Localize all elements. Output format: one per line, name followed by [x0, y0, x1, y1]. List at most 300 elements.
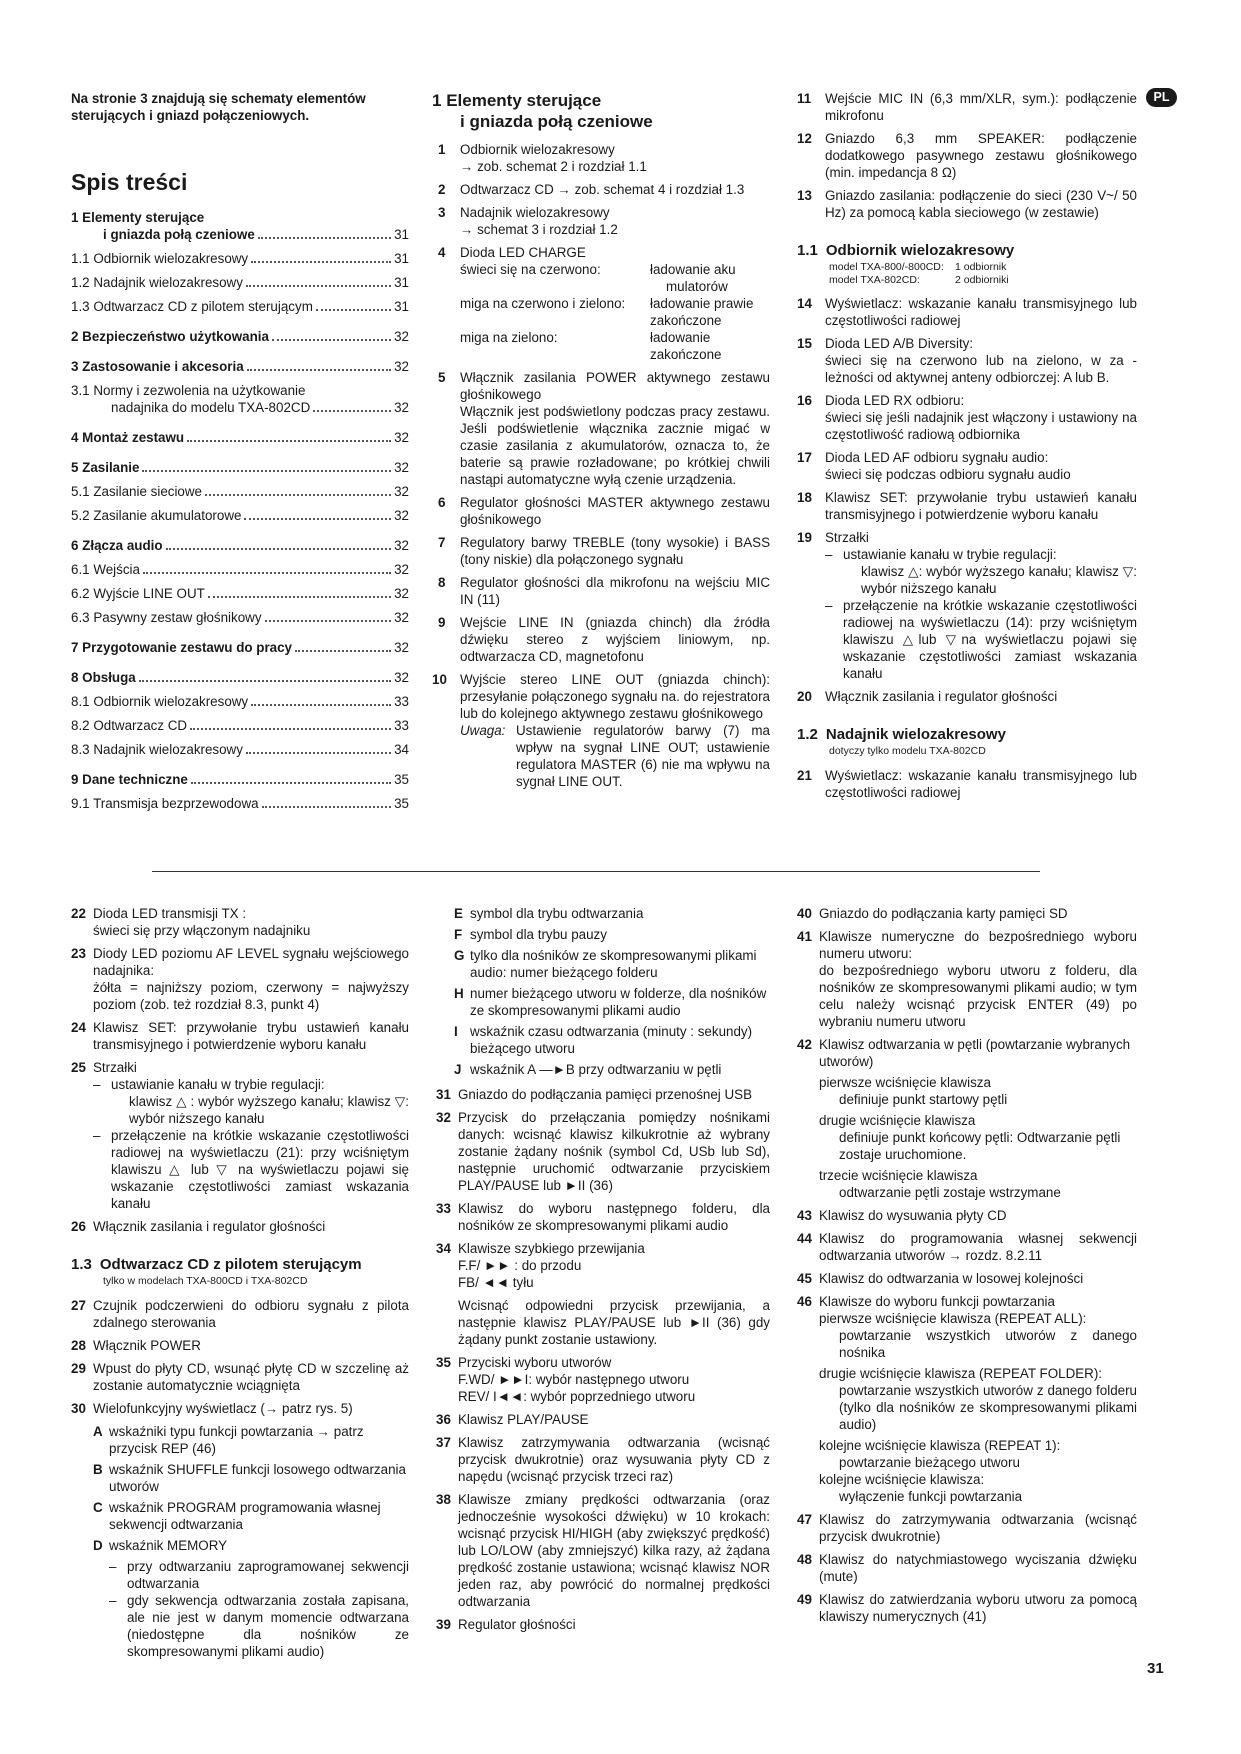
toc-entry[interactable]: [71, 741, 409, 758]
item-text: zakończone: [650, 347, 722, 362]
note-label: Uwaga:: [460, 723, 506, 738]
display-indicator-i: wskaźnik czasu odtwarzania (minuty : sekundy) bieżącego utworu: [470, 1024, 753, 1056]
toc-entry[interactable]: [71, 328, 409, 345]
display-indicator-j: wskaźnik A —►B przy odtwarzaniu w pętli: [470, 1062, 722, 1077]
item-text: Dioda LED AF odbioru sygnału audio:: [825, 450, 1049, 465]
toc-page-number: 33: [394, 694, 409, 709]
item-number: 32: [436, 1110, 451, 1125]
list-item: [71, 1297, 409, 1331]
item-number: 17: [797, 450, 812, 465]
toc-leader-dots: [316, 309, 391, 311]
item-text: REV/ I◄◄: wybór poprzedniego utworu: [458, 1389, 696, 1404]
list-item: [797, 1230, 1137, 1264]
display-indicator-c: wskaźnik PROGRAM programowania własnej sekwencji odtwarzania: [109, 1500, 381, 1532]
heading-number: 1: [432, 91, 442, 110]
list-item: 25 Strzałki – ustawianie kanału w trybie regulacji: klawisz △ : wybór wyższego kanału; klawisz ▽: wybór niższego kanału – przełączenie na krótkie wskazanie częstotliwości radiowej na wyświetlaczu (21): przy wciśniętym klawiszu △ lub ▽ na wyświetlaczu pojawi się wskazanie częstotliwości zamiast wskazania kanału: [71, 1060, 409, 1211]
toc-entry-title: 5 Zasilanie: [71, 460, 140, 475]
toc-leader-dots: [139, 680, 391, 682]
item-text: Klawisze numeryczne do bezpośredniego wyboru numeru utworu:: [819, 929, 1137, 961]
item-text: Odtwarzacz CD → zob. schemat 4 i rozdział 1.3: [460, 182, 745, 197]
display-indicator-d: wskaźnik MEMORY: [109, 1538, 228, 1553]
toc-entry-title: 6.1 Wejścia: [71, 562, 140, 577]
toc-page-number: 31: [394, 227, 409, 242]
heading-number: 1.1: [797, 242, 818, 259]
item-text: Wpust do płyty CD, wsunąć płytę CD w szczelinę aż zostanie automatycznie wciągnięta: [93, 1361, 409, 1393]
list-item: [432, 574, 770, 608]
list-item: [432, 204, 770, 238]
item-text: przełączenie na krótkie wskazanie częstotliwości radiowej na wyświetlaczu (14): przy wciśniętym klawiszu △lub ▽na wyświetlaczu pojawi się wskazanie częstotliwości zamiast wskazania kanału: [843, 598, 1137, 681]
language-badge: PL: [1146, 88, 1177, 107]
item-text: przy odtwarzaniu zaprogramowanej sekwencji odtwarzania: [127, 1559, 409, 1591]
list-item: [797, 295, 1137, 329]
item-number: 9: [438, 615, 446, 630]
item-text: Nadajnik wielozakresowy: [460, 205, 610, 220]
list-item: [71, 1218, 409, 1235]
list-item: [797, 1551, 1137, 1585]
item-text: miga na zielono:: [460, 330, 558, 345]
model-value: 1 odbiornik: [955, 261, 1007, 273]
item-text: Włącznik POWER: [93, 1338, 201, 1353]
toc-title: Spis treści: [71, 169, 188, 195]
item-text: ładowanie: [650, 330, 711, 345]
toc-leader-dots: [258, 237, 391, 239]
item-text: Klawisz odtwarzania w pętli (powtarzanie wybranych utworów): [819, 1037, 1131, 1069]
toc-entry[interactable]: [71, 669, 409, 686]
toc-leader-dots: [190, 728, 391, 730]
toc-page-number: 31: [394, 251, 409, 266]
item-text: Dioda LED transmisji TX :: [93, 906, 247, 921]
item-text: powtarzanie bieżącego utworu: [839, 1455, 1020, 1470]
item-text: Czujnik podczerwieni do odbioru sygnału z pilota zdalnego sterowania: [93, 1298, 409, 1330]
toc-entry-title: 3 Zastosowanie i akcesoria: [71, 359, 244, 374]
toc-entry[interactable]: [71, 429, 409, 446]
toc-entry-title: 5.1 Zasilanie sieciowe: [71, 484, 202, 499]
item-text: zakończone: [650, 313, 722, 328]
heading-title: Odbiornik wielozakresowy: [825, 242, 1015, 259]
display-indicator-h: numer bieżącego utworu w folderze, dla nośników ze skompresowanymi plikami audio: [470, 986, 767, 1018]
item-text: Wyświetlacz: wskazanie kanału transmisyjnego lub częstotliwości radiowej: [825, 768, 1137, 800]
item-number: 47: [797, 1512, 812, 1527]
toc-page-number: 32: [394, 484, 409, 499]
display-indicator-a: wskaźniki typu funkcji powtarzania → patrz przycisk REP (46): [109, 1424, 364, 1456]
horizontal-divider: [152, 871, 1040, 872]
item-text: Klawisz do wyboru następnego folderu, dla nośników ze skompresowanymi plikami audio: [458, 1201, 770, 1233]
item-text: Wejście LINE IN (gniazda chinch) dla źródła dźwięku stereo z wyjściem liniowym, np. odtwarzacza CD, magnetofonu: [460, 615, 770, 664]
item-number: 3: [438, 205, 446, 220]
item-text: Klawisze zmiany prędkości odtwarzania (oraz jednocześnie wysokości dźwięku) w 10 krokach: wcisnąć przycisk HI/HIGH (aby zwiększyć prędkość) lub LO/LOW (aby zmniejszyć) kilka razy, aż żądana prędkość zostanie ustawiona; wcisnąć klawisz NOR jeden raz, aby powrócić do normalnej prędkości odtwarzania: [458, 1492, 770, 1609]
item-text: Włącznik zasilania i regulator głośności: [825, 689, 1058, 704]
toc-entry-title: 2 Bezpieczeństwo użytkowania: [71, 329, 269, 344]
toc-entry[interactable]: [71, 585, 409, 602]
toc-leader-dots: [205, 494, 391, 496]
item-text: Gniazdo do podłączania karty pamięci SD: [819, 906, 1068, 921]
item-number: 40: [797, 906, 812, 921]
toc-entry-title: 8.1 Odbiornik wielozakresowy: [71, 694, 249, 709]
heading-number: 1.3: [71, 1256, 92, 1273]
item-text: Gniazdo 6,3 mm SPEAKER: podłączenie dodatkowego pasywnego zestawu głośnikowego (min. impedancja 8 Ω): [825, 131, 1137, 180]
list-item: [432, 671, 770, 790]
toc-entry[interactable]: [71, 609, 409, 626]
item-number: 29: [71, 1361, 86, 1376]
toc-page-number: 32: [394, 610, 409, 625]
list-item: [71, 1360, 409, 1394]
list-item: 19 Strzałki – ustawianie kanału w trybie regulacji: klawisz △: wybór wyższego kanału; klawisz ▽: wybór niższego kanału – przełączenie na krótkie wskazanie częstotliwości radiowej na wyświetlaczu (14): przy wciśniętym klawiszu △lub ▽na wyświetlaczu pojawi się wskazanie częstotliwości zamiast wskazania kanału: [797, 530, 1137, 681]
item-text: FB/ ◄◄ tyłu: [458, 1275, 534, 1290]
item-text: Włącznik jest podświetlony podczas pracy zestawu. Jeśli podświetlenie włącznika zacznie migać w czasie zasilania z akumulatorów, oznacza to, że baterie są prawie rozładowane; po krótkiej chwili nastąpi automatyczne wyłą czenie urządzenia.: [460, 404, 770, 487]
item-text: wyłączenie funkcji powtarzania: [839, 1489, 1023, 1504]
list-item: [797, 905, 1137, 922]
list-item: [432, 534, 770, 568]
item-number: 1: [438, 142, 446, 157]
item-text: Wcisnąć odpowiedni przycisk przewijania, a następnie klawisz PLAY/PAUSE lub ►II (36) gdy żądany punkt zostanie ustawiony.: [458, 1298, 770, 1347]
toc-entry-title: 1.2 Nadajnik wielozakresowy: [71, 275, 243, 290]
item-number: 14: [797, 296, 812, 311]
toc-entry[interactable]: [71, 459, 409, 476]
item-number: 10: [432, 672, 447, 687]
list-item: [71, 905, 409, 939]
list-item: [797, 928, 1137, 1030]
display-indicator-g: tylko dla nośników ze skompresowanymi plikami audio: numer bieżącego folderu: [470, 948, 757, 980]
toc-page-number: 32: [394, 400, 409, 415]
item-text: Odbiornik wielozakresowy: [460, 142, 615, 157]
toc-page-number: 32: [394, 460, 409, 475]
item-text: Klawisz do natychmiastowego wyciszania dźwięku (mute): [819, 1552, 1137, 1584]
list-item: [436, 1354, 770, 1405]
list-item: [432, 494, 770, 528]
display-indicator-b: wskaźnik SHUFFLE funkcji losowego odtwarzania utworów: [109, 1462, 406, 1494]
toc-page-number: 32: [394, 586, 409, 601]
toc-leader-dots: [166, 548, 392, 550]
item-text: Przyciski wyboru utworów: [458, 1355, 612, 1370]
list-item: [797, 688, 1137, 705]
toc-page-number: 33: [394, 718, 409, 733]
item-text: Włącznik zasilania i regulator głośności: [93, 1219, 326, 1234]
toc-leader-dots: [244, 518, 391, 520]
item-text: przełączenie na krótkie wskazanie częstotliwości radiowej na wyświetlaczu (21): przy wciśniętym klawiszu △ lub ▽ na wyświetlaczu pojawi się wskazanie częstotliwości zamiast wskazania kanału: [111, 1128, 409, 1211]
item-number: 24: [71, 1020, 86, 1035]
item-text: świeci się przy włączonym nadajniku: [93, 923, 311, 938]
item-text: Przycisk do przełączania pomiędzy nośnikami danych: wcisnąć klawisz kilkukrotnie aż wybrany zostanie żądany nośnik (symbol Cd, USb lub Sd), następnie uruchomić odtwarzanie przyciskiem PLAY/PAUSE lub ►II (36): [458, 1110, 770, 1193]
item-text: świeci się jeśli nadajnik jest włączony i ustawiony na częstotliwość radiową odbiornika: [825, 410, 1137, 442]
list-item: [71, 945, 409, 1013]
item-number: 41: [797, 929, 812, 944]
item-text: Dioda LED RX odbioru:: [825, 393, 965, 408]
item-text: świeci się podczas odbioru sygnału audio: [825, 467, 1071, 482]
toc-entry-title: 5.2 Zasilanie akumulatorowe: [71, 508, 242, 523]
item-text: powtarzanie wszystkich utworów z danego nośnika: [839, 1328, 1137, 1360]
item-text: powtarzanie wszystkich utworów z danego folderu (tylko dla nośników ze skompresowanymi plikami audio): [839, 1383, 1137, 1432]
item-number: 4: [438, 245, 446, 260]
toc-entry[interactable]: [71, 483, 409, 500]
list-item: [797, 392, 1137, 443]
item-number: 42: [797, 1037, 812, 1052]
list-item: [797, 767, 1137, 801]
item-number: 45: [797, 1271, 812, 1286]
item-number: 16: [797, 393, 812, 408]
list-item: [432, 369, 770, 488]
toc-entry-title: 3.1 Normy i zezwolenia na użytkowanie nadajnika do modelu TXA-802CD: [71, 383, 311, 415]
item-number: 6: [438, 495, 446, 510]
toc-leader-dots: [313, 410, 391, 412]
toc-leader-dots: [143, 572, 391, 574]
toc-leader-dots: [246, 752, 391, 754]
item-text: F.WD/ ►►I: wybór następnego utworu: [458, 1372, 690, 1387]
item-text: trzecie wciśnięcie klawisza: [819, 1168, 978, 1183]
item-text: definiuje punkt końcowy pętli: Odtwarzanie pętli zostaje uruchomione.: [839, 1130, 1121, 1162]
toc-entry-title: 9.1 Transmisja bezprzewodowa: [71, 796, 259, 811]
toc-entry[interactable]: [71, 537, 409, 554]
toc-entry-title: 9 Dane techniczne: [71, 772, 188, 787]
toc-leader-dots: [187, 440, 391, 442]
list-item: [432, 181, 770, 198]
list-item: [436, 1240, 770, 1348]
item-text: Wielofunkcyjny wyświetlacz (→ patrz rys. 5): [93, 1401, 353, 1416]
item-number: 30: [71, 1401, 86, 1416]
item-text: Włącznik zasilania POWER aktywnego zestawu głośnikowego: [460, 370, 770, 402]
list-item: [436, 1434, 770, 1485]
item-number: 23: [71, 946, 86, 961]
toc-entry-title: 8 Obsługa: [71, 670, 136, 685]
item-text: F.F/ ►► : do przodu: [458, 1258, 582, 1273]
list-item: [797, 1207, 1137, 1224]
item-number: 13: [797, 188, 812, 203]
item-text: kolejne wciśnięcie klawisza (REPEAT 1):: [819, 1438, 1061, 1453]
list-item: [436, 1109, 770, 1194]
toc-entry-title: 1.3 Odtwarzacz CD z pilotem sterującym: [71, 299, 313, 314]
item-number: 28: [71, 1338, 86, 1353]
column-controls-3: 22 Dioda LED transmisji TX : świeci się przy włączonym nadajniku 23 Diody LED poziomu AF LEVEL sygnału wejściowego nadajnika: żółta = najniższy poziom, czerwony = najwyższy poziom (zob. też rozdział 8.3, punkt 4) 24 Klawisz SET: przywołanie trybu ustawień kanału transmisyjnego i potwierdzenie wyboru kanału 25 Strzałki – ustawianie kanału w trybie regulacji: klawisz △ : wybór wyższego kanału; klawisz ▽: wybór niższego kanału – przełączenie na krótkie wskazanie częstotliwości radiowej na wyświetlaczu (21): przy wciśniętym klawiszu △ lub ▽ na wyświetlaczu pojawi się wskazanie częstotliwości zamiast wskazania kanału 26 Włącznik zasilania i regulator głośności 1.3 Odtwarzacz CD z pilotem sterującym tylko w modelach TXA-800CD i TXA-802CD 27 Czujnik podczerwieni do odbioru sygnału z pilota zdalnego sterowania 28 Włącznik POWER 29 Wpust do płyty CD, wsunąć płytę CD w szczelinę aż zostanie automatycznie wciągnięta 30 Wielofunkcyjny wyświetlacz (→ patrz rys. 5) A wskaźniki typu funkcji powtarzania → patrz przycisk REP (46) B wskaźnik SHUFFLE funkcji losowego odtwarzania utworów C wskaźnik PROGRAM programowania własnej sekwencji odtwarzania D wskaźnik MEMORY – przy odtwarzaniu zaprogramowanej sekwencji odtwarzania – gdy sekwencja odtwarzania została zapisana, ale nie jest w danym momencie odtwarzana (niedostępne dla nośników ze skompresowanymi plikami audio): [71, 906, 409, 1659]
item-number: 27: [71, 1298, 86, 1313]
toc-leader-dots: [262, 806, 392, 808]
list-item: [797, 1511, 1137, 1545]
toc-page-number: 32: [394, 508, 409, 523]
toc-entry[interactable]: [71, 250, 409, 267]
list-item: [797, 449, 1137, 483]
toc-leader-dots: [142, 470, 391, 472]
item-text: klawisz △ : wybór wyższego kanału; klawisz ▽: wybór niższego kanału: [129, 1094, 409, 1126]
toc-entry[interactable]: [71, 507, 409, 524]
list-item: [432, 614, 770, 665]
toc-entry-title: 6.3 Pasywny zestaw głośnikowy: [71, 610, 262, 625]
item-number: 31: [436, 1087, 451, 1102]
item-number: 33: [436, 1201, 451, 1216]
item-text: ustawianie kanału w trybie regulacji:: [111, 1077, 325, 1092]
item-text: Klawisz SET: przywołanie trybu ustawień kanału transmisyjnego i potwierdzenie wyboru kanału: [825, 490, 1137, 522]
list-item: [71, 1019, 409, 1053]
item-text: Strzałki: [93, 1060, 137, 1075]
display-indicator-e: symbol dla trybu odtwarzania: [470, 906, 644, 921]
item-number: 26: [71, 1219, 86, 1234]
item-text: Klawisz SET: przywołanie trybu ustawień kanału transmisyjnego i potwierdzenie wyboru kanału: [93, 1020, 409, 1052]
item-number: 18: [797, 490, 812, 505]
toc-page-number: 34: [394, 742, 409, 757]
toc-leader-dots: [295, 650, 391, 652]
item-text: Wyświetlacz: wskazanie kanału transmisyjnego lub częstotliwości radiowej: [825, 296, 1137, 328]
item-number: 46: [797, 1294, 812, 1309]
toc-entry[interactable]: [71, 358, 409, 375]
toc-entry[interactable]: [71, 717, 409, 734]
subsection-heading-1-2: [797, 725, 1137, 744]
item-text: Regulator głośności: [458, 1617, 576, 1632]
item-number: 44: [797, 1231, 812, 1246]
column-toc: [71, 90, 409, 819]
subsection-heading-1-1: [797, 241, 1137, 260]
column-controls-1: [432, 90, 770, 796]
section-note: tylko w modelach TXA-800CD i TXA-802CD: [103, 1275, 308, 1287]
item-text: Klawisz do odtwarzania w losowej kolejności: [819, 1271, 1084, 1286]
item-text: gdy sekwencja odtwarzania została zapisana, ale nie jest w danym momencie odtwarzana (niedostępne dla nośników ze skompresowanymi plikami audio): [127, 1593, 409, 1659]
column-controls-5: [797, 905, 1137, 1631]
item-text: Diody LED poziomu AF LEVEL sygnału wejściowego nadajnika:: [93, 946, 409, 978]
toc-entry[interactable]: [71, 298, 409, 315]
list-item: [797, 187, 1137, 221]
item-text: Wyjście stereo LINE OUT (gniazda chinch): przesyłanie połączonego sygnału na. do rejestratora lub do kolejnego aktywnego zestawu głośnikowego: [460, 672, 770, 721]
toc-entry[interactable]: [71, 209, 409, 243]
item-text: ustawianie kanału w trybie regulacji:: [843, 547, 1057, 562]
item-text: mulatorów: [666, 279, 728, 294]
item-number: 37: [436, 1435, 451, 1450]
toc-entry-title: 6.2 Wyjście LINE OUT: [71, 586, 205, 601]
list-item: [797, 489, 1137, 523]
list-item: [797, 1591, 1137, 1625]
item-number: 25: [71, 1060, 86, 1075]
item-text: kolejne wciśnięcie klawisza:: [819, 1472, 985, 1487]
display-indicator-f: symbol dla trybu pauzy: [470, 927, 607, 942]
toc-page-number: 35: [394, 796, 409, 811]
item-number: 11: [797, 91, 812, 106]
toc-page-number: 31: [394, 275, 409, 290]
toc-entry-title: 4 Montaż zestawu: [71, 430, 185, 445]
item-number: 39: [436, 1617, 451, 1632]
page-number: 31: [1147, 1660, 1164, 1677]
item-text: Strzałki: [825, 530, 869, 545]
item-number: 21: [797, 768, 812, 783]
note-text: Ustawienie regulatorów barwy (7) ma wpływ na sygnał LINE OUT; ustawienie regulatora MASTER (6) nie ma wpływu na sygnał LINE OUT.: [516, 723, 770, 789]
toc-page-number: 32: [394, 640, 409, 655]
heading-line-2: i gniazda połą czeniowe: [460, 112, 653, 131]
section-note: dotyczy tylko modelu TXA-802CD: [829, 745, 986, 757]
model-label: model TXA-802CD:: [829, 274, 920, 286]
list-item: [432, 244, 770, 363]
item-text: Klawisz do wysuwania płyty CD: [819, 1208, 1007, 1223]
toc-page-number: 31: [394, 299, 409, 314]
toc-page-number: 32: [394, 562, 409, 577]
item-number: 15: [797, 336, 812, 351]
item-text: Klawisz zatrzymywania odtwarzania (wcisnąć przycisk dwukrotnie) oraz wysuwania płyty CD z napędu (wcisnąć przycisk trzeci raz): [458, 1435, 770, 1484]
item-text: ładowanie prawie: [650, 296, 754, 311]
list-item: [797, 1270, 1137, 1287]
heading-title: Nadajnik wielozakresowy: [825, 726, 1006, 743]
item-number: 2: [438, 182, 446, 197]
item-text: ładowanie aku: [650, 262, 736, 277]
item-text: Dioda LED CHARGE: [460, 245, 586, 260]
item-number: 34: [436, 1241, 451, 1256]
toc-entry-title: 7 Przygotowanie zestawu do pracy: [71, 640, 293, 655]
item-text: świeci się na czerwono lub na zielono, w za - leżności od aktywnej anteny odbiorczej: A lub B.: [825, 353, 1137, 385]
column-controls-4: E symbol dla trybu odtwarzania F symbol dla trybu pauzy G tylko dla nośników ze skompresowanymi plikami audio: numer bieżącego folderu H numer bieżącego utworu w folderze, dla nośników ze skompresowanymi plikami audio I wskaźnik czasu odtwarzania (minuty : sekundy) bieżącego utworu J wskaźnik A —►B przy odtwarzaniu w pętli 31 Gniazdo do podłączania pamięci przenośnej USB 32 Przycisk do przełączania pomiędzy nośnikami danych: wcisnąć klawisz kilkukrotnie aż wybrany zostanie żądany nośnik (symbol Cd, USb lub Sd), następnie uruchomić odtwarzanie przyciskiem PLAY/PAUSE lub ►II (36) 33 Klawisz do wyboru następnego folderu, dla nośników ze skompresowanymi plikami audio 34 Klawisze szybkiego przewijania F.F/ ►► : do przodu FB/ ◄◄ tyłu Wcisnąć odpowiedni przycisk przewijania, a następnie klawisz PLAY/PAUSE lub ►II (36) gdy żądany punkt zostanie ustawiony. 35 Przyciski wyboru utworów F.WD/ ►►I: wybór następnego utworu REV/ I◄◄: wybór poprzedniego utworu 36 Klawisz PLAY/PAUSE 37 Klawisz zatrzymywania odtwarzania (wcisnąć przycisk dwukrotnie) oraz wysuwania płyty CD z napędu (wcisnąć przycisk trzeci raz) 38 Klawisze zmiany prędkości odtwarzania (oraz jednocześnie wysokości dźwięku) w 10 krokach: wcisnąć przycisk HI/HIGH (aby zwiększyć prędkość) lub LO/LOW (aby zmniejszyć) kilka razy, aż żądana prędkość zostanie ustawiona; wcisnąć klawisz NOR jeden raz, aby powrócić do normalnej prędkości odtwarzania 39 Regulator głośności: [436, 906, 770, 1632]
toc-entry[interactable]: [71, 382, 409, 416]
toc-leader-dots: [265, 620, 392, 622]
item-text: Klawisz do zatwierdzania wyboru utworu za pomocą klawiszy numerycznych (41): [819, 1592, 1137, 1624]
intro-text: Na stronie 3 znajdują się schematy elementów sterujących i gniazd połączeniowych.: [71, 91, 366, 123]
item-text: Klawisze szybkiego przewijania: [458, 1241, 645, 1256]
item-number: 7: [438, 535, 446, 550]
toc-entry[interactable]: [71, 771, 409, 788]
toc-page-number: 32: [394, 430, 409, 445]
item-text: Regulator głośności dla mikrofonu na wejściu MIC IN (11): [460, 575, 770, 607]
item-text: Wejście MIC IN (6,3 mm/XLR, sym.): podłączenie mikrofonu: [825, 91, 1137, 123]
toc-page-number: 32: [394, 329, 409, 344]
item-text: → schemat 3 i rozdział 1.2: [460, 222, 618, 237]
heading-line-1: Elementy sterujące: [446, 91, 602, 110]
toc-leader-dots: [272, 339, 391, 341]
list-item: [436, 1086, 770, 1103]
toc-leader-dots: [251, 704, 391, 706]
item-text: Regulatory barwy TREBLE (tony wysokie) i BASS (tony niskie) dla połączonego sygnału: [460, 535, 770, 567]
item-text: do bezpośredniego wyboru utworu z folderu, dla nośników ze skompresowanymi plikami audio; w tym celu należy wcisnąć przycisk ENTER (49) po wybraniu numeru utworu: [819, 963, 1137, 1029]
toc-entry-title: 8.2 Odtwarzacz CD: [71, 718, 188, 733]
subsection-heading-1-3: [71, 1255, 409, 1274]
item-number: 20: [797, 689, 812, 704]
item-number: 5: [438, 370, 446, 385]
item-number: 49: [797, 1592, 812, 1607]
list-item: [797, 90, 1137, 124]
item-text: drugie wciśnięcie klawisza: [819, 1113, 976, 1128]
list-item: [436, 1200, 770, 1234]
item-number: 36: [436, 1412, 451, 1427]
item-number: 43: [797, 1208, 812, 1223]
item-text: Klawisz do programowania własnej sekwencji odtwarzania utworów → rozdz. 8.2.11: [819, 1231, 1137, 1263]
item-text: Regulator głośności MASTER aktywnego zestawu głośnikowego: [460, 495, 770, 527]
toc-leader-dots: [191, 782, 391, 784]
item-text: Klawisz do zatrzymywania odtwarzania (wcisnąć przycisk dwukrotnie): [819, 1512, 1137, 1544]
item-number: 35: [436, 1355, 451, 1370]
item-text: odtwarzanie pętli zostaje wstrzymane: [839, 1185, 1061, 1200]
item-text: pierwsze wciśnięcie klawisza (REPEAT ALL):: [819, 1311, 1087, 1326]
toc-page-number: 32: [394, 670, 409, 685]
item-number: 8: [438, 575, 446, 590]
toc-page-number: 32: [394, 538, 409, 553]
item-text: → zob. schemat 2 i rozdział 1.1: [460, 159, 647, 174]
item-text: Gniazdo do podłączania pamięci przenośnej USB: [458, 1087, 753, 1102]
toc-leader-dots: [251, 261, 391, 263]
toc-entry-title: 8.3 Nadajnik wielozakresowy: [71, 742, 243, 757]
toc-entry-title: 6 Złącza audio: [71, 538, 163, 553]
toc-entry[interactable]: [71, 795, 409, 812]
item-text: Gniazdo zasilania: podłączenie do sieci (230 V~/ 50 Hz) za pomocą kabla sieciowego (w zestawie): [825, 188, 1137, 220]
column-controls-2: [797, 90, 1137, 807]
toc-entry[interactable]: [71, 693, 409, 710]
toc-entry[interactable]: [71, 639, 409, 656]
toc-page-number: 32: [394, 359, 409, 374]
list-item: [436, 1491, 770, 1610]
item-number: 38: [436, 1492, 451, 1507]
item-text: miga na czerwono i zielono:: [460, 296, 626, 311]
toc-leader-dots: [208, 596, 391, 598]
toc-entry[interactable]: [71, 561, 409, 578]
item-text: klawisz △: wybór wyższego kanału; klawisz ▽: wybór niższego kanału: [861, 564, 1137, 596]
list-item: [432, 141, 770, 175]
item-number: 48: [797, 1552, 812, 1567]
item-number: 19: [797, 530, 812, 545]
toc-entry[interactable]: [71, 274, 409, 291]
item-text: definiuje punkt startowy pętli: [839, 1092, 1008, 1107]
item-text: żółta = najniższy poziom, czerwony = najwyższy poziom (zob. też rozdział 8.3, punkt 4): [93, 980, 409, 1012]
toc-leader-dots: [247, 369, 391, 371]
item-number: 22: [71, 906, 86, 921]
item-text: świeci się na czerwono:: [460, 262, 601, 277]
list-item: [436, 1616, 770, 1633]
